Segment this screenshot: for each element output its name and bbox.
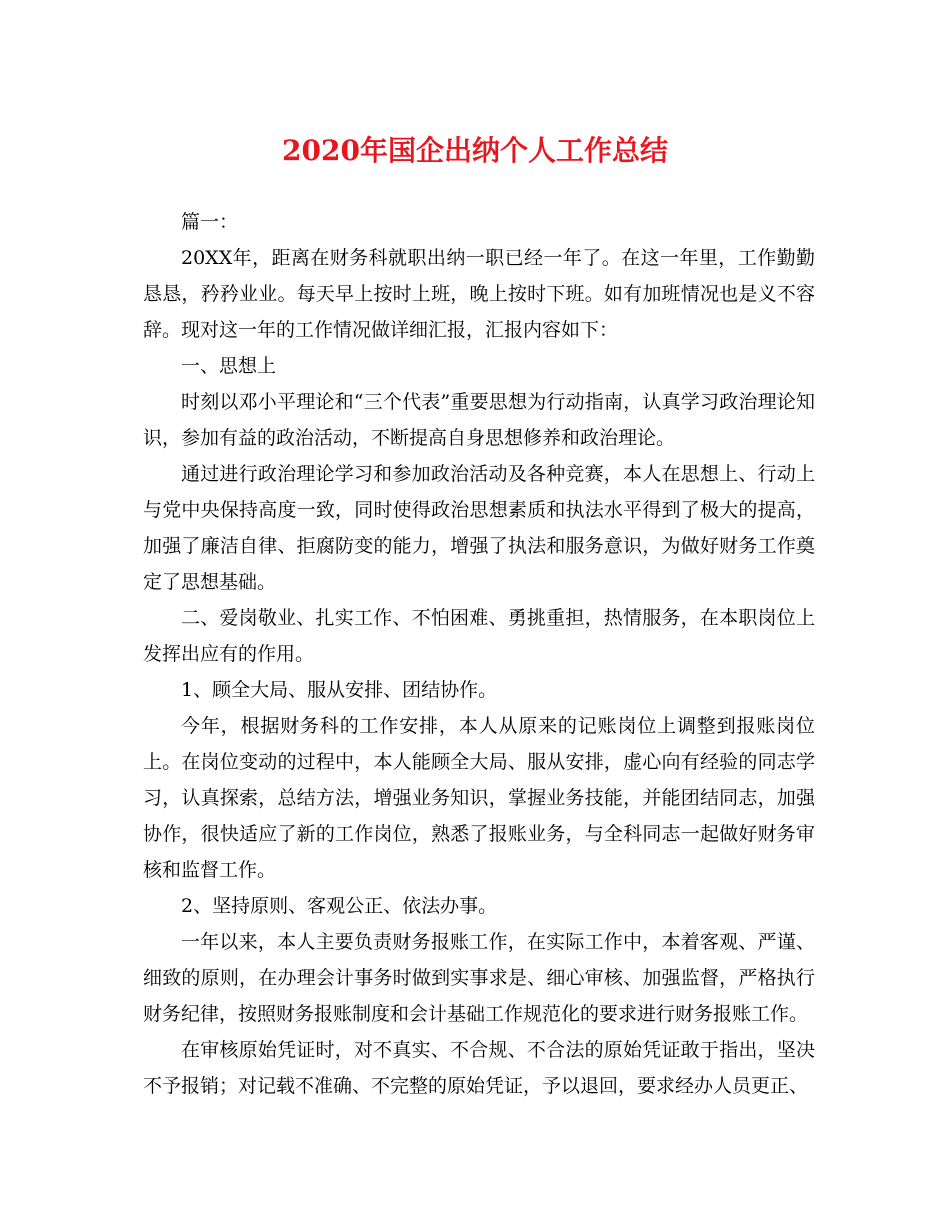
- heading-dedication: 二、爱岗敬业、扎实工作、不怕困难、勇挑重担，热情服务，在本职岗位上发挥出应有的作用。: [143, 607, 815, 665]
- subheading-principles: 2、坚持原则、客观公正、依法办事。: [181, 895, 498, 917]
- paragraph-principles: 一年以来，本人主要负责财务报账工作，在实际工作中，本着客观、严谨、细致的原则，在办理会计事务时做到实事求是、细心审核、加强监督，严格执行财务纪律，按照财务报账制度和会计基础工作规范化的要求进行财务报账工作。: [143, 931, 815, 1025]
- document-body: [143, 204, 815, 1104]
- paragraph-teamwork: 今年，根据财务科的工作安排，本人从原来的记账岗位上调整到报账岗位上。在岗位变动的过程中，本人能顾全大局、服从安排，虚心向有经验的同志学习，认真探索，总结方法，增强业务知识，掌握业务技能，并能团结同志，加强协作，很快适应了新的工作岗位，熟悉了报账业务，与全科同志一起做好财务审核和监督工作。: [143, 715, 815, 881]
- paragraph-thought-result: 通过进行政治理论学习和参加政治活动及各种竞赛，本人在思想上、行动上与党中央保持高度一致，同时使得政治思想素质和执法水平得到了极大的提高，加强了廉洁自律、拒腐防变的能力，增强了执法和服务意识，为做好财务工作奠定了思想基础。: [143, 463, 815, 593]
- subheading-teamwork: 1、顾全大局、服从安排、团结协作。: [181, 679, 498, 701]
- paragraph-voucher-review: 在审核原始凭证时，对不真实、不合规、不合法的原始凭证敢于指出，坚决不予报销；对记载不准确、不完整的原始凭证，予以退回，要求经办人员更正、: [143, 1039, 815, 1097]
- heading-thought: 一、思想上: [181, 355, 277, 377]
- document-title: 2020年国企出纳个人工作总结: [282, 134, 668, 167]
- paragraph-thought-guidance: 时刻以邓小平理论和“三个代表”重要思想为行动指南，认真学习政治理论知识，参加有益的政治活动，不断提高自身思想修养和政治理论。: [143, 391, 815, 449]
- paragraph-intro: 20XX年，距离在财务科就职出纳一职已经一年了。在这一年里，工作勤勤恳恳，矜矜业业。每天早上按时上班，晚上按时下班。如有加班情况也是义不容辞。现对这一年的工作情况做详细汇报，汇报内容如下：: [143, 247, 815, 341]
- paragraph-section-label: 篇一：: [181, 211, 239, 233]
